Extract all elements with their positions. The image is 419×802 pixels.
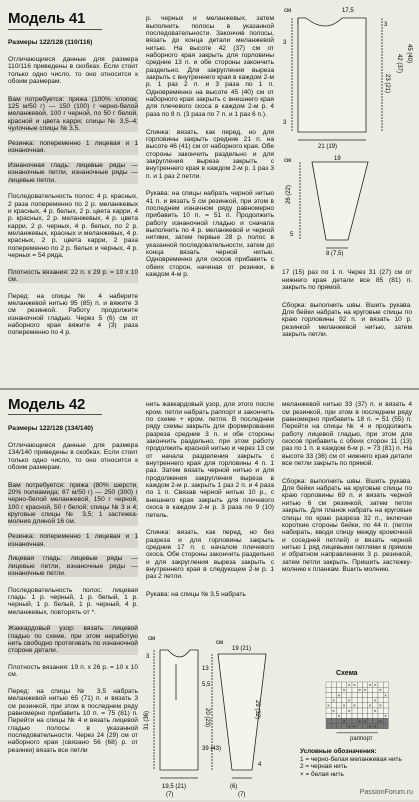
chart-cell (383, 698, 388, 703)
pattern2-cm-label: см (216, 640, 224, 646)
sleeve-pattern-diagram (300, 162, 368, 248)
chart-cell (362, 698, 367, 703)
chart-cross-mark: × (384, 692, 387, 698)
gauge-text: Плотность вязания: 19 п. x 26 р. = 10 x 10 см. (8, 664, 138, 679)
chart-cell (378, 682, 383, 687)
chart-cell (347, 703, 352, 708)
chart-cross-mark: × (384, 713, 387, 719)
model-41-section (0, 0, 419, 388)
chart-cell (336, 687, 341, 692)
materials-text: Вам потребуется: пряжа (80% шерсти, 20% полиамида; 87 м/50 г) — 250 (300) г черно-белой меланжевой, 150 г черной, 100 г красной, 50 г белой; спицы № 3 и 4; круговые спицы № 3,5; 1 застежка-молния длиной 16 см. (8, 481, 138, 526)
gauge-text: Плотность вязания: 22 п. x 29 р. = 10 x 10 см. (8, 268, 138, 283)
pattern1-c-label: 5,5 (202, 682, 211, 688)
chart-cross-mark: × (337, 713, 341, 719)
title-rule (8, 29, 102, 30)
chart-cross-mark: × (373, 724, 377, 729)
chart-cell (352, 692, 357, 697)
front-continued-text: нить жаккардовый узор, для этого после кром. петли набрать раппорт и закончить по схеме + кром. петля. В последнем ряду схемы закрыть для формирования разреза средние 3 п. и обе стороны закончить раздельно, при этом работу продолжить красной нитью и через 13 см от начала разделения закрыть с внутреннего края для горловины 4 п. 1 раз. Затем вязать черной нитью и для продолжения закругления выреза в каждом 2-м р. закрыть 1 раз 2 п. и 4 раза по 1 п. Связав черной нитью 10 р., с внешнего края закрыть для плечевого скоса в каждом 2-м р. 3 раза по 9 (10) петель. (146, 401, 274, 519)
chart-cell (368, 692, 373, 697)
model-42-section (0, 388, 419, 802)
chart-cell (326, 682, 331, 687)
pattern1-e-label: 45 (40) (406, 44, 412, 64)
chart-cell (357, 724, 362, 729)
chart-cell (383, 708, 388, 713)
chart-cell (326, 692, 331, 697)
chart-cell (352, 718, 357, 723)
chart-cell (342, 708, 347, 713)
front-text: Перед: на спицы № 4 наберите меланжевой нитью 95 (85) п. и вяжите 3 см резинкой. Работу продолжите изнаночной гладью. Через 5 (6) см от наборного края вяжите 4 (3) раза попеременно по 4 р. (8, 292, 138, 337)
chart-cell (331, 703, 336, 708)
chart-cross-mark: × (332, 698, 335, 703)
model-41-col2 (146, 8, 274, 286)
pattern1-width-label: 19,5 (21) (162, 784, 187, 790)
rapport-label: раппорт (350, 736, 373, 742)
chart-cell (326, 718, 331, 723)
chart-cross-mark: × (353, 682, 356, 688)
chart-cross-mark: × (347, 724, 351, 729)
pattern1-b-label: 13 (202, 666, 209, 672)
sizes-text: Размеры 122/128 (134/140) (8, 425, 94, 433)
chart-cell (357, 692, 362, 697)
pattern1-f-label: 3 (283, 120, 287, 126)
back-text: Спинка: вязать, как перед, но без разреза и для горловины закрыть средние 17 п. с началом плечевого скоса. Обе стороны закончить раздельно и для закругления выреза закрыть с внутреннего края в следующем 2-м р. 1 раз 2 петли. (146, 529, 274, 581)
chart-cell (383, 682, 388, 687)
body-pattern-diagram (292, 18, 382, 140)
model-42-title: Модель 42 (8, 396, 86, 413)
chart-cross-mark: × (332, 708, 335, 714)
chart-cell (383, 718, 388, 723)
chart-cross-mark: × (373, 698, 377, 703)
chart-cell (326, 708, 331, 713)
model-41-title: Модель 41 (8, 10, 86, 27)
chart-cell (347, 718, 352, 723)
pattern2-cm-label: см (284, 158, 292, 164)
pattern1-d-label: 20 (23) (204, 708, 210, 728)
chart-cell (373, 718, 378, 723)
pattern2-d-label: 19 (21) (232, 646, 252, 652)
chart-cell (378, 713, 383, 718)
chart-cell (336, 703, 341, 708)
back-text: Спинка: вязать, как перед, но для горловины закрыть средние 21 п. на высоте 46 (41) см от наборного края. Обе стороны закончить раздельно и для закругления выреза закрыть с внутреннего края в каждом 2-м р. 1 раз 3 п. и 1 раз 2 петли. (146, 128, 274, 180)
scheme-title: Схема (336, 670, 358, 677)
chart-cell (373, 713, 378, 718)
chart-cross-mark: × (342, 718, 346, 724)
sleeves-continued-text: меланжевой нитью 33 (37) п. и вязать 4 см резинкой, при этом в последнем ряду равномерно прибавить 18 п. = 51 (55) п. Перейти на спицы № 4 и продолжить работу лицевой гладью, при этом для скосов прибавить с обеих сторон 11 (13) раз по 1 п. в каждом 6-м р. = 73 (81) п. На высоте 33 (36) см от нижнего края детали все петли закрыть по прямой. (282, 401, 412, 468)
legend-title: Условные обозначения: (300, 748, 377, 755)
pattern1-cm-label: см (284, 8, 292, 14)
pattern2-w-label: (7) (238, 792, 246, 798)
chart-cell (368, 698, 373, 703)
chart-cell (347, 687, 352, 692)
chart-cross-mark: × (373, 708, 377, 714)
chart-cell (336, 698, 341, 703)
chart-cell (342, 682, 347, 687)
chart-cell (362, 703, 367, 708)
model-41-col1 (8, 32, 138, 344)
stockinette-text: Лицевая гладь: лицевые ряды — лицевые петли, изнаночные ряды — изнаночные петли. (8, 555, 138, 577)
pattern1-a-label: 3 (283, 40, 287, 46)
pattern2-c-label: 19 (334, 156, 341, 162)
chart-cell (362, 692, 367, 697)
model-42-col1 (8, 418, 138, 761)
chart-cell (352, 708, 357, 713)
elastic-text: Резинка: попеременно 1 лицевая и 1 изнаночная. (8, 139, 138, 155)
chart-cell (336, 708, 341, 713)
chart-cell (357, 703, 362, 708)
chart-cross-mark: × (373, 682, 377, 688)
pattern1-a-label: 3 (146, 654, 150, 660)
jacquard-text: Жаккардовый узор: вязать лицевой гладью по схеме, при этом неработую нить свободно протягивать по изнаночной стороне детали. (8, 625, 138, 655)
chart-cell (347, 692, 352, 697)
chart-cell (383, 687, 388, 692)
chart-cross-mark: × (342, 703, 346, 709)
chart-cell (368, 687, 373, 692)
chart-cell (331, 718, 336, 723)
pattern2-c-label: (6) (230, 784, 238, 790)
intro-text: Отличающиеся данные для размера 110/116 приведены в скобках. Если стоит только одно число, то оно относится к обоим размерам. (8, 56, 138, 86)
chart-cell (326, 713, 331, 718)
chart-cell (362, 724, 367, 729)
model-41-col3 (282, 262, 412, 346)
chart-cell (336, 718, 341, 723)
chart-cell (331, 692, 336, 697)
chart-cross-mark: × (379, 718, 382, 724)
legend-item-3: × = белая нить (300, 770, 344, 778)
chart-cross-mark: × (337, 692, 341, 698)
model-41-pattern-diagrams (282, 4, 414, 256)
chart-cell (368, 708, 373, 713)
chart-cross-mark: × (363, 687, 367, 693)
chart-cell (331, 713, 336, 718)
model-42-pattern-diagrams (146, 630, 274, 800)
chart-cell (331, 724, 336, 729)
pattern1-f-label: 39 (43) (202, 746, 222, 752)
pattern1-d-label: 42 (37) (396, 54, 402, 74)
chart-cell (326, 724, 331, 729)
stripes-text: Последовательность полос: 4 р. красных, 2 раза попеременно по 2 р. меланжевых и красных, 4 р. белых, 2 р. цвета карри, 4 р. красных, 2 р. меланжевых, 4 р. цвета карри, 2 р. черных, 4 р. белых, по 2 р. меланжевых, красных и меланжевых, 4 р. красных, 2 р. цвета карри, 2 раза попеременно по 2 р. белых и черных, 4 р. черных = 54 ряда. (8, 193, 138, 259)
watermark: PassionForum.ru (359, 789, 413, 796)
pattern2-a-label: 4 (258, 762, 262, 768)
pattern2-w-label: 8 (7,5) (326, 251, 344, 257)
chart-cross-mark: × (379, 687, 382, 693)
chart-cross-mark: × (358, 687, 361, 693)
chart-cell (342, 698, 347, 703)
pattern1-width-label: 21 (19) (318, 144, 338, 150)
assembly-text: Сборка: выполнить швы. Вшить рукава. Для бейки набрать на круговые спицы по краю горловины 92 п. и вязать 10 р. резинкой меланжевой нитью, затем закрыть петли. (282, 301, 412, 339)
pattern1-w2-label: (7) (166, 792, 174, 798)
chart-cell (357, 713, 362, 718)
chart-cross-mark: × (347, 708, 351, 714)
pattern2-b-label: 29 (32) (254, 700, 260, 720)
chart-cell (326, 687, 331, 692)
chart-cross-mark: × (368, 724, 372, 729)
legend-item-1: 1 = черно-белая меланжевая нить (300, 755, 402, 763)
front-text: Перед: на спицы № 3,5 набрать меланжевой нитью 65 (71) п. и вязать 3 см резинкой, при этом в последнем ряду равномерно прибавить 10 п. = 75 (81) п. Перейти на спицы № 4 и вязать лицевой гладью полосы в указанной последовательности. Через 24 (29) см от наборного края (связано 56 (68) р. от резинки) вязать все петли (8, 688, 138, 754)
jacquard-chart (322, 680, 394, 738)
chart-cross-mark: × (358, 718, 361, 724)
chart-cross-mark: × (353, 703, 356, 709)
elastic-text: Резинка: попеременно 1 лицевая и 1 изнаночная. (8, 533, 138, 548)
pattern1-e-label: 31 (36) (144, 710, 150, 730)
sleeves-end-text: 17 (15) раз по 1 п. Через 31 (27) см от нижнего края детали все 85 (81) п. закрыть по прямой. (282, 269, 412, 292)
chart-cell (362, 708, 367, 713)
chart-cell (352, 687, 357, 692)
intro-text: Отличающиеся данные для размера 134/140 приведены в скобках. Если стоит только одно число, то оно относится к обоим размерам. (8, 442, 138, 472)
chart-cell (352, 698, 357, 703)
sleeves-text: Рукава: на спицы набрать черной нитью 41 п. и вязать 5 см резинкой, при этом в последнем изначном ряду равномерно прибавить 10 п. = 51 п. Продолжить работу изнаночной гладью и сначала выполнить по 4 р. меланжевой и черной нитями, затем первые 28 р. полос в указанной последовательности, затем до конца вязать черной нитью. Одновременно для скосов прибавить с обеих сторон, начиная от резинки, в каждом 4-м р. (146, 190, 274, 279)
assembly-text: Сборка: выполнить швы. Вшить рукава. Для бейки набрать на круговые спицы по краю горловины 69 п. и вязать черной нитью 6 см резинкой, затем петли закрыть. Для планок набрать на круговые спицы по краю разреза 32 п., включая короткие стороны бейки, по 44 п. (петли набирать, вводя спицу между кромочной и соседней петлей) и вязать черной нитью 1 ряд лицевыми петлями в прямом и обратном направлениях 3 р. резинкой, затем петли закрыть. Пришить застежку-молнию к планкам. Вшить молнию. (282, 477, 412, 573)
sleeves-text: Рукава: на спицы № 3,5 набрать (146, 590, 246, 598)
chart-cross-mark: × (347, 698, 351, 703)
chart-cross-mark: × (363, 718, 367, 724)
body-pattern-diagram (154, 650, 198, 778)
chart-cell (368, 713, 373, 718)
chart-cell (342, 692, 347, 697)
chart-cell (378, 708, 383, 713)
chart-cross-mark: × (379, 703, 382, 709)
chart-cell (357, 708, 362, 713)
chart-cell (347, 713, 352, 718)
chart-cell (331, 687, 336, 692)
legend-item-2: 2 = черная нить (300, 763, 347, 771)
chart-cross-mark: × (327, 703, 330, 709)
chart-cell (373, 687, 378, 692)
pattern1-cm-label: см (148, 636, 156, 642)
chart-cross-mark: × (342, 687, 346, 693)
chart-cell (383, 724, 388, 729)
chart-cross-mark: × (353, 724, 356, 729)
chart-cell (362, 713, 367, 718)
pattern1-w2-label: 17,5 (342, 8, 354, 14)
chart-cell (352, 713, 357, 718)
materials-text: Вам потребуется: пряжа (100% хлопок; 125 м/50 г) — 150 (100) г черно-белой меланжевой, 100 г черной, по 50 г белой, красной и цвета карри; спицы № 3,5–4; чулочные спицы № 3,5. (8, 95, 138, 133)
pattern1-b-label: 3 (384, 22, 388, 28)
chart-cross-mark: × (368, 703, 372, 709)
stripes-text: Последовательность полос: лицевая гладь: 1 р. черный, 1 р. белый, 1 р. черный, 1 р. белый, 1 р. черный, 4 р. меланжевых, повторять от *. (8, 586, 138, 616)
chart-cell (357, 698, 362, 703)
chart-cell (373, 703, 378, 708)
chart-cell (368, 718, 373, 723)
chart-cell (342, 713, 347, 718)
pattern2-b-label: 26 (22) (286, 184, 292, 204)
chart-cell (373, 692, 378, 697)
chart-cell (326, 698, 331, 703)
chart-cell (383, 703, 388, 708)
purl-text: Изнаночная гладь: лицевые ряды — изнаночные петли, изнаночные ряды — лицевые петли. (8, 161, 138, 184)
chart-cell (336, 724, 341, 729)
chart-cross-mark: × (368, 682, 372, 688)
chart-cell (378, 724, 383, 729)
chart-cell (331, 682, 336, 687)
front-continued-text: р. черных и меланжевых, затем выполнить полосы в указанной последовательности. Закончив полосы, вязать до конца детали меланжевой нитью. На высоте 42 (37) см от наборного края закрыть для горловины средние 13 п. и обе стороны закончить раздельно. Для закругления выреза закрыть с внутреннего края в каждом 2-м р. 1 раз 2 п. и 3 раза по 1 п. Одновременно на высоте 45 (40) см от наборного края закрыть с внешнего края для плечевого скоса в каждом 2-м р. 4 раза по 8 п. (3 раза по 7 п. и 1 раз 6 п.). (146, 15, 274, 118)
chart-cell (342, 724, 347, 729)
chart-cell (378, 692, 383, 697)
chart-cell (378, 698, 383, 703)
pattern2-a-label: 5 (290, 232, 294, 238)
legend (300, 748, 402, 778)
chart-cell (362, 682, 367, 687)
model-42-col2 (146, 394, 274, 606)
sizes-text: Размеры 122/128 (110/116) (8, 39, 93, 47)
chart-cross-mark: × (347, 682, 351, 688)
chart-cell (357, 682, 362, 687)
chart-cell (336, 682, 341, 687)
model-42-col3 (282, 394, 412, 581)
pattern1-c-label: 23 (21) (384, 74, 390, 94)
title-rule (8, 414, 102, 415)
